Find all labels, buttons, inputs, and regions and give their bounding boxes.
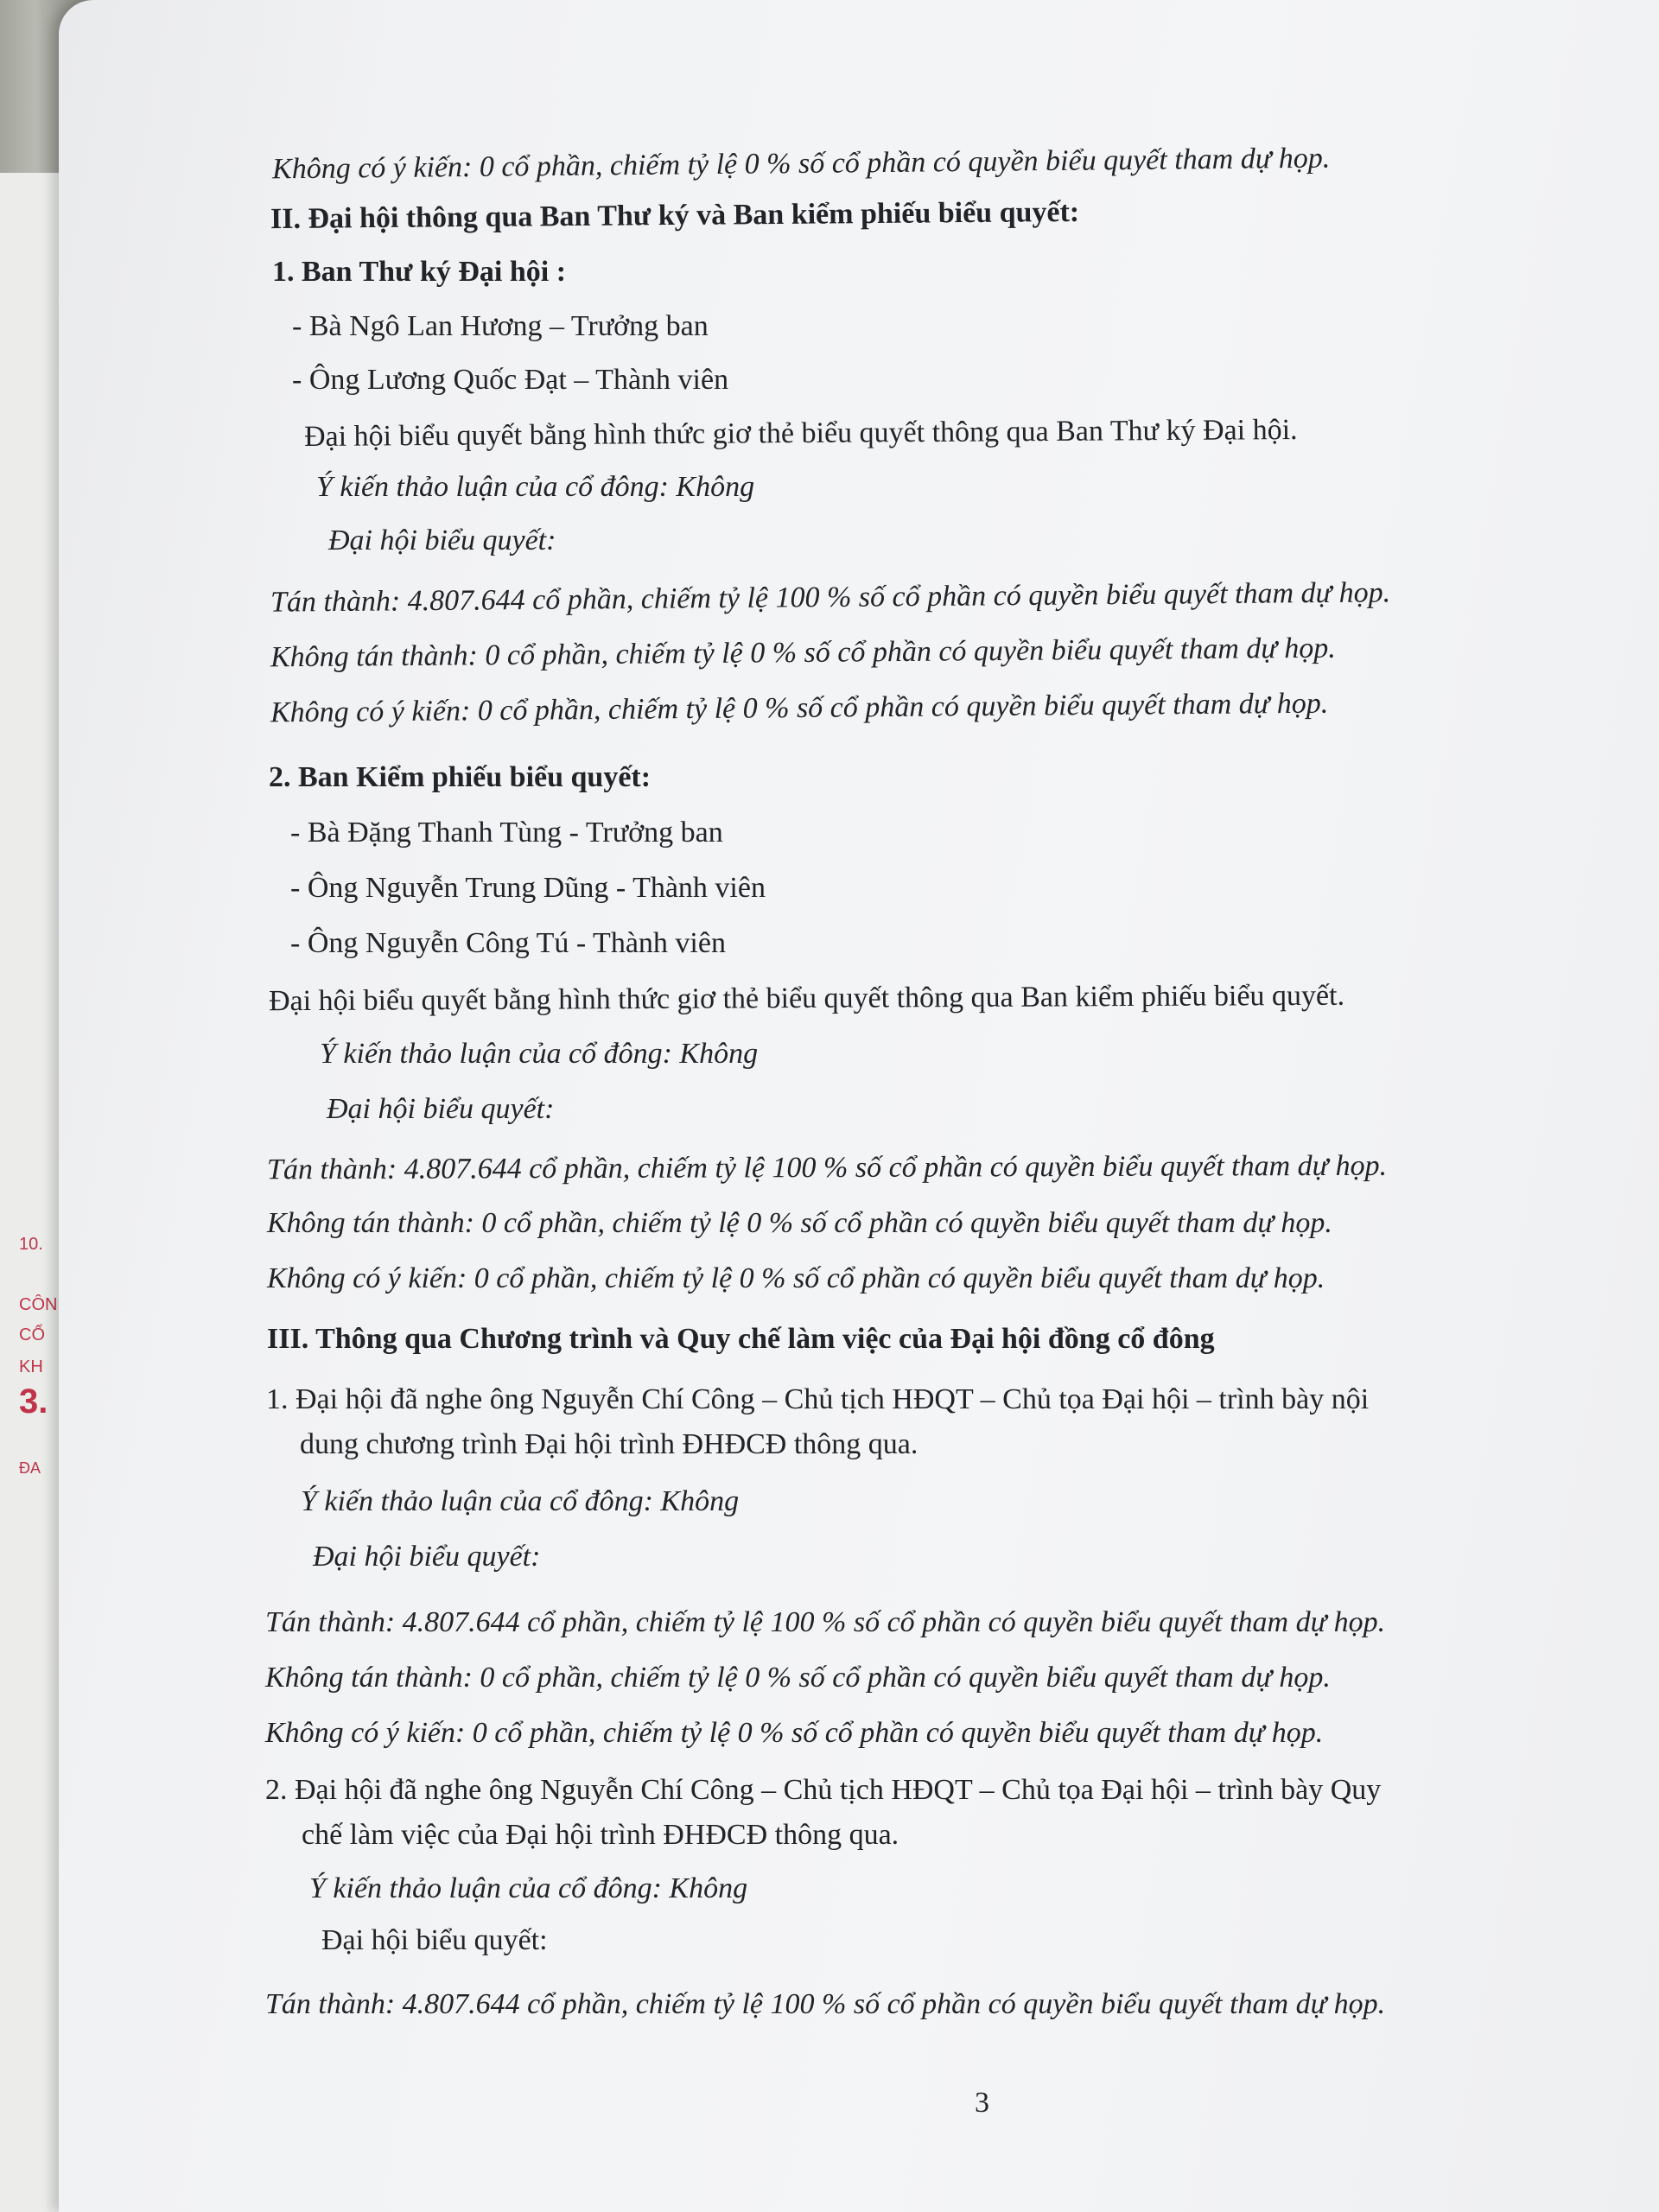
paragraph: 2. Đại hội đã nghe ông Nguyễn Chí Công – Chủ tịch HĐQT – Chủ tọa Đại hội – trình bày Quy <box>265 1774 1382 1806</box>
member-item: - Ông Nguyễn Trung Dũng - Thành viên <box>290 872 766 904</box>
paragraph: Đại hội biểu quyết bằng hình thức giơ thẻ biểu quyết thông qua Ban kiểm phiếu biểu quyết. <box>268 979 1345 1018</box>
member-item: - Ông Lương Quốc Đạt – Thành viên <box>292 364 729 396</box>
vote-abstain-line: Không có ý kiến: 0 cổ phần, chiếm tỷ lệ 0 % số cổ phần có quyền biểu quyết tham dự họp. <box>271 142 1331 186</box>
margin-stamp-text: CỔ <box>19 1325 45 1344</box>
page-number: 3 <box>975 2087 989 2119</box>
discussion-line: Ý kiến thảo luận của cổ đông: Không <box>301 1485 740 1517</box>
vote-approve-line: Tán thành: 4.807.644 cổ phần, chiếm tỷ lệ 100 % số cổ phần có quyền biểu quyết tham dự họp. <box>270 576 1391 619</box>
document-page <box>59 0 1659 2212</box>
discussion-line: Ý kiến thảo luận của cổ đông: Không <box>309 1872 748 1904</box>
discussion-line: Ý kiến thảo luận của cổ đông: Không <box>316 471 755 503</box>
vote-abstain-line: Không có ý kiến: 0 cổ phần, chiếm tỷ lệ 0 % số cổ phần có quyền biểu quyết tham dự họp. <box>265 1717 1324 1749</box>
paragraph: Đại hội biểu quyết bằng hình thức giơ thẻ biểu quyết thông qua Ban Thư ký Đại hội. <box>303 413 1298 454</box>
subsection-heading: 2. Ban Kiểm phiếu biểu quyết: <box>269 761 652 793</box>
vote-abstain-line: Không có ý kiến: 0 cổ phần, chiếm tỷ lệ 0 % số cổ phần có quyền biểu quyết tham dự họp. <box>270 687 1329 729</box>
vote-abstain-line: Không có ý kiến: 0 cổ phần, chiếm tỷ lệ 0 % số cổ phần có quyền biểu quyết tham dự họp. <box>267 1262 1325 1294</box>
vote-heading: Đại hội biểu quyết: <box>327 1093 555 1125</box>
vote-approve-line: Tán thành: 4.807.644 cổ phần, chiếm tỷ lệ 100 % số cổ phần có quyền biểu quyết tham dự họp. <box>265 1606 1386 1638</box>
vote-approve-line: Tán thành: 4.807.644 cổ phần, chiếm tỷ lệ 100 % số cổ phần có quyền biểu quyết tham dự họp. <box>265 1988 1386 2020</box>
paragraph: dung chương trình Đại hội trình ĐHĐCĐ thông qua. <box>300 1428 918 1460</box>
vote-reject-line: Không tán thành: 0 cổ phần, chiếm tỷ lệ 0 % số cổ phần có quyền biểu quyết tham dự họp. <box>267 1207 1332 1239</box>
subsection-heading: 1. Ban Thư ký Đại hội : <box>272 256 567 288</box>
discussion-line: Ý kiến thảo luận của cổ đông: Không <box>320 1038 759 1070</box>
member-item: - Bà Ngô Lan Hương – Trưởng ban <box>292 310 709 342</box>
margin-stamp-text: KH <box>19 1357 43 1376</box>
margin-stamp-text: 3. <box>19 1382 48 1421</box>
section-heading: III. Thông qua Chương trình và Quy chế làm việc của Đại hội đồng cổ đông <box>267 1323 1215 1355</box>
margin-stamp-text: ĐA <box>19 1459 41 1477</box>
vote-heading: Đại hội biểu quyết: <box>328 524 556 556</box>
vote-heading: Đại hội biểu quyết: <box>313 1541 541 1573</box>
section-heading: II. Đại hội thông qua Ban Thư ký và Ban kiểm phiếu biểu quyết: <box>270 195 1080 236</box>
member-item: - Ông Nguyễn Công Tú - Thành viên <box>290 927 726 959</box>
margin-stamp-text: 10. <box>19 1235 43 1254</box>
margin-stamp-text: CÔN <box>19 1295 58 1314</box>
vote-heading: Đại hội biểu quyết: <box>321 1924 548 1956</box>
paragraph: 1. Đại hội đã nghe ông Nguyễn Chí Công – Chủ tịch HĐQT – Chủ tọa Đại hội – trình bày nội <box>266 1383 1370 1415</box>
vote-approve-line: Tán thành: 4.807.644 cổ phần, chiếm tỷ lệ 100 % số cổ phần có quyền biểu quyết tham dự họp. <box>266 1149 1388 1186</box>
member-item: - Bà Đặng Thanh Tùng - Trưởng ban <box>290 817 723 849</box>
vote-reject-line: Không tán thành: 0 cổ phần, chiếm tỷ lệ 0 % số cổ phần có quyền biểu quyết tham dự họp. <box>270 632 1337 674</box>
vote-reject-line: Không tán thành: 0 cổ phần, chiếm tỷ lệ 0 % số cổ phần có quyền biểu quyết tham dự họp. <box>265 1662 1331 1694</box>
paragraph: chế làm việc của Đại hội trình ĐHĐCĐ thông qua. <box>302 1819 899 1851</box>
